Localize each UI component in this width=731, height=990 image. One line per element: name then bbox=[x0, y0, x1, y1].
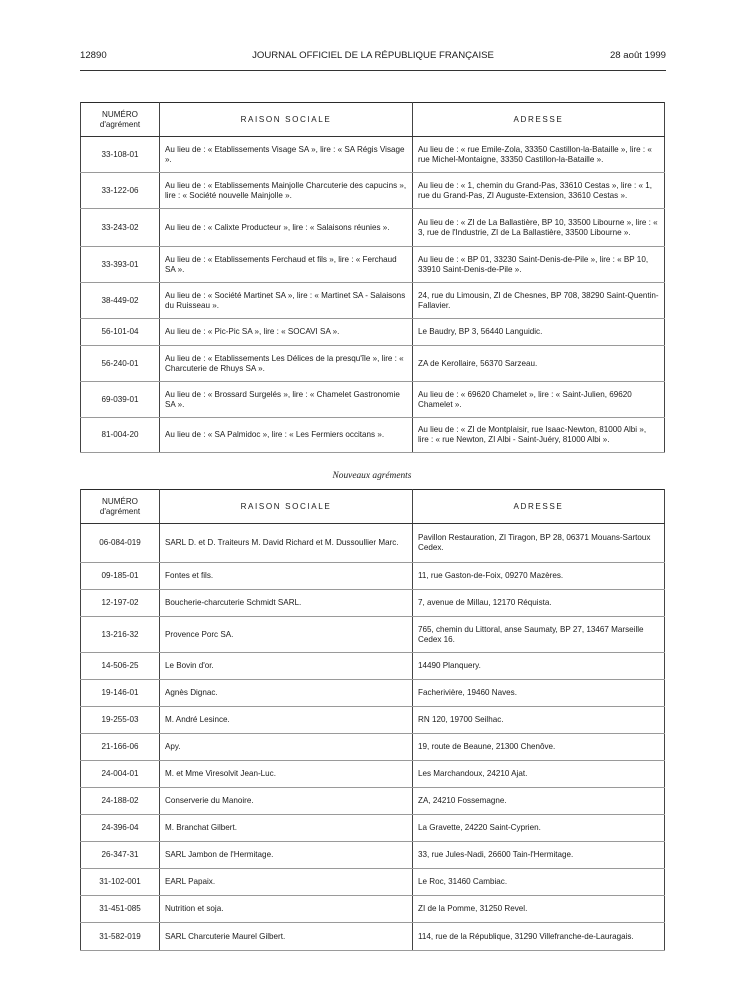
cell-adresse: Au lieu de : « ZI de La Ballastière, BP 10, 33500 Libourne », lire : « 3, rue de l'Industrie, ZI de La Ballastière, 33500 Libourne ». bbox=[413, 209, 665, 247]
table-row bbox=[81, 283, 665, 319]
cell-adresse: La Gravette, 24220 Saint-Cyprien. bbox=[413, 815, 665, 842]
cell-numero: 33-122-06 bbox=[81, 173, 160, 209]
column-header-numero-line2: d'agrément bbox=[99, 506, 141, 516]
cell-numero: 33-393-01 bbox=[81, 247, 160, 283]
cell-numero: 69-039-01 bbox=[81, 382, 160, 418]
table-row bbox=[81, 590, 665, 617]
cell-adresse: 19, route de Beaune, 21300 Chenôve. bbox=[413, 734, 665, 761]
column-header-numero-line2: d'agrément bbox=[99, 119, 141, 129]
column-header-adresse: ADRESSE bbox=[413, 490, 665, 524]
table-row bbox=[81, 734, 665, 761]
cell-adresse: Au lieu de : « BP 01, 33230 Saint-Denis-de-Pile », lire : « BP 10, 33910 Saint-Denis-de-Pile ». bbox=[413, 247, 665, 283]
cell-numero: 31-102-001 bbox=[81, 869, 160, 896]
cell-adresse: Facherivière, 19460 Naves. bbox=[413, 680, 665, 707]
cell-raison: Boucherie-charcuterie Schmidt SARL. bbox=[160, 590, 413, 617]
cell-raison: EARL Papaix. bbox=[160, 869, 413, 896]
cell-raison: Au lieu de : « Etablissements Mainjolle Charcuterie des capucins », lire : « Société nouvelle Mainjolle ». bbox=[160, 173, 413, 209]
cell-adresse: 24, rue du Limousin, ZI de Chesnes, BP 708, 38290 Saint-Quentin-Fallavier. bbox=[413, 283, 665, 319]
cell-raison: M. Branchat Gilbert. bbox=[160, 815, 413, 842]
cell-numero: 24-188-02 bbox=[81, 788, 160, 815]
table-row bbox=[81, 563, 665, 590]
cell-adresse: Pavillon Restauration, ZI Tiragon, BP 28, 06371 Mouans-Sartoux Cedex. bbox=[413, 524, 665, 563]
cell-numero: 21-166-06 bbox=[81, 734, 160, 761]
table-row bbox=[81, 653, 665, 680]
cell-numero: 24-004-01 bbox=[81, 761, 160, 788]
cell-raison: Fontes et fils. bbox=[160, 563, 413, 590]
table-row bbox=[81, 761, 665, 788]
cell-raison: Au lieu de : « Etablissements Les Délices de la presqu'île », lire : « Charcuterie de Rhuys SA ». bbox=[160, 346, 413, 382]
table-row bbox=[81, 842, 665, 869]
cell-adresse: 114, rue de la République, 31290 Villefranche-de-Lauragais. bbox=[413, 923, 665, 951]
section-caption: Nouveaux agréments bbox=[332, 471, 412, 481]
table-row bbox=[81, 137, 665, 173]
cell-adresse: ZI de la Pomme, 31250 Revel. bbox=[413, 896, 665, 923]
page-header bbox=[80, 50, 666, 64]
table-row bbox=[81, 524, 665, 563]
cell-adresse: Au lieu de : « rue Emile-Zola, 33350 Castillon-la-Bataille », lire : « rue Michel-Montaigne, 33350 Castillon-la-Bataille ». bbox=[413, 137, 665, 173]
cell-adresse: 7, avenue de Millau, 12170 Réquista. bbox=[413, 590, 665, 617]
cell-adresse: Au lieu de : « 1, chemin du Grand-Pas, 33610 Cestas », lire : « 1, rue du Grand-Pas, ZI Auguste-Extension, 33610 Cestas ». bbox=[413, 173, 665, 209]
cell-raison: Au lieu de : « SA Palmidoc », lire : « Les Fermiers occitans ». bbox=[160, 418, 413, 453]
cell-adresse: RN 120, 19700 Seilhac. bbox=[413, 707, 665, 734]
page-number: 12890 bbox=[80, 50, 107, 61]
cell-raison: Agnès Dignac. bbox=[160, 680, 413, 707]
cell-adresse: 33, rue Jules-Nadi, 26600 Tain-l'Hermitage. bbox=[413, 842, 665, 869]
cell-raison: SARL Jambon de l'Hermitage. bbox=[160, 842, 413, 869]
cell-numero: 06-084-019 bbox=[81, 524, 160, 563]
modifications-table-body bbox=[81, 137, 665, 453]
table-row bbox=[81, 680, 665, 707]
cell-numero: 31-451-085 bbox=[81, 896, 160, 923]
cell-raison: Au lieu de : « Etablissements Ferchaud et fils », lire : « Ferchaud SA ». bbox=[160, 247, 413, 283]
cell-raison: Au lieu de : « Brossard Surgelés », lire : « Chamelet Gastronomie SA ». bbox=[160, 382, 413, 418]
cell-raison: Conserverie du Manoire. bbox=[160, 788, 413, 815]
cell-adresse: Au lieu de : « 69620 Chamelet », lire : « Saint-Julien, 69620 Chamelet ». bbox=[413, 382, 665, 418]
nouveaux-agrements-table-body bbox=[81, 524, 665, 951]
cell-raison: Au lieu de : « Etablissements Visage SA », lire : « SA Régis Visage ». bbox=[160, 137, 413, 173]
cell-raison: SARL D. et D. Traiteurs M. David Richard et M. Dussoullier Marc. bbox=[160, 524, 413, 563]
cell-numero: 26-347-31 bbox=[81, 842, 160, 869]
cell-adresse: 14490 Planquery. bbox=[413, 653, 665, 680]
header-rule bbox=[80, 70, 666, 71]
table-header-row bbox=[81, 103, 665, 137]
cell-raison: Au lieu de : « Calixte Producteur », lire : « Salaisons réunies ». bbox=[160, 209, 413, 247]
column-header-numero-line1: NUMÉRO bbox=[102, 109, 138, 119]
cell-numero: 31-582-019 bbox=[81, 923, 160, 951]
column-header-adresse: ADRESSE bbox=[413, 103, 665, 137]
table-row bbox=[81, 923, 665, 951]
column-header-raison: RAISON SOCIALE bbox=[160, 103, 413, 137]
cell-numero: 14-506-25 bbox=[81, 653, 160, 680]
cell-numero: 56-101-04 bbox=[81, 319, 160, 346]
cell-numero: 33-243-02 bbox=[81, 209, 160, 247]
cell-adresse: Le Baudry, BP 3, 56440 Languidic. bbox=[413, 319, 665, 346]
cell-adresse: Au lieu de : « ZI de Montplaisir, rue Isaac-Newton, 81000 Albi », lire : « rue Newton, ZI Albi - Saint-Juéry, 81000 Albi ». bbox=[413, 418, 665, 453]
nouveaux-agrements-table bbox=[80, 489, 665, 951]
table-row bbox=[81, 319, 665, 346]
cell-raison: Apy. bbox=[160, 734, 413, 761]
table-row bbox=[81, 815, 665, 842]
table-row bbox=[81, 707, 665, 734]
table-row bbox=[81, 209, 665, 247]
cell-numero: 56-240-01 bbox=[81, 346, 160, 382]
cell-numero: 13-216-32 bbox=[81, 617, 160, 653]
cell-numero: 09-185-01 bbox=[81, 563, 160, 590]
table-row bbox=[81, 173, 665, 209]
cell-raison: Nutrition et soja. bbox=[160, 896, 413, 923]
table-row bbox=[81, 346, 665, 382]
table-row bbox=[81, 418, 665, 453]
cell-adresse: 11, rue Gaston-de-Foix, 09270 Mazères. bbox=[413, 563, 665, 590]
cell-numero: 33-108-01 bbox=[81, 137, 160, 173]
journal-title: JOURNAL OFFICIEL DE LA RÉPUBLIQUE FRANÇAISE bbox=[252, 50, 494, 61]
table-row bbox=[81, 896, 665, 923]
table-row bbox=[81, 617, 665, 653]
table-row bbox=[81, 788, 665, 815]
cell-raison: M. et Mme Viresolvit Jean-Luc. bbox=[160, 761, 413, 788]
cell-adresse: ZA de Kerollaire, 56370 Sarzeau. bbox=[413, 346, 665, 382]
cell-adresse: 765, chemin du Littoral, anse Saumaty, BP 27, 13467 Marseille Cedex 16. bbox=[413, 617, 665, 653]
cell-raison: SARL Charcuterie Maurel Gilbert. bbox=[160, 923, 413, 951]
publication-date: 28 août 1999 bbox=[609, 50, 666, 61]
cell-adresse: Les Marchandoux, 24210 Ajat. bbox=[413, 761, 665, 788]
cell-raison: Provence Porc SA. bbox=[160, 617, 413, 653]
cell-raison: Au lieu de : « Pic-Pic SA », lire : « SOCAVI SA ». bbox=[160, 319, 413, 346]
cell-numero: 81-004-20 bbox=[81, 418, 160, 453]
modifications-table bbox=[80, 102, 665, 453]
table-row bbox=[81, 869, 665, 896]
cell-raison: Le Bovin d'or. bbox=[160, 653, 413, 680]
table-header-row bbox=[81, 490, 665, 524]
cell-raison: Au lieu de : « Société Martinet SA », lire : « Martinet SA - Salaisons du Ruisseau ». bbox=[160, 283, 413, 319]
column-header-numero bbox=[81, 490, 160, 524]
column-header-raison: RAISON SOCIALE bbox=[160, 490, 413, 524]
cell-numero: 19-255-03 bbox=[81, 707, 160, 734]
table-row bbox=[81, 247, 665, 283]
cell-numero: 19-146-01 bbox=[81, 680, 160, 707]
cell-adresse: Le Roc, 31460 Cambiac. bbox=[413, 869, 665, 896]
cell-numero: 38-449-02 bbox=[81, 283, 160, 319]
table-row bbox=[81, 382, 665, 418]
column-header-numero-line1: NUMÉRO bbox=[102, 496, 138, 506]
cell-numero: 12-197-02 bbox=[81, 590, 160, 617]
cell-numero: 24-396-04 bbox=[81, 815, 160, 842]
column-header-numero bbox=[81, 103, 160, 137]
cell-raison: M. André Lesince. bbox=[160, 707, 413, 734]
cell-adresse: ZA, 24210 Fossemagne. bbox=[413, 788, 665, 815]
